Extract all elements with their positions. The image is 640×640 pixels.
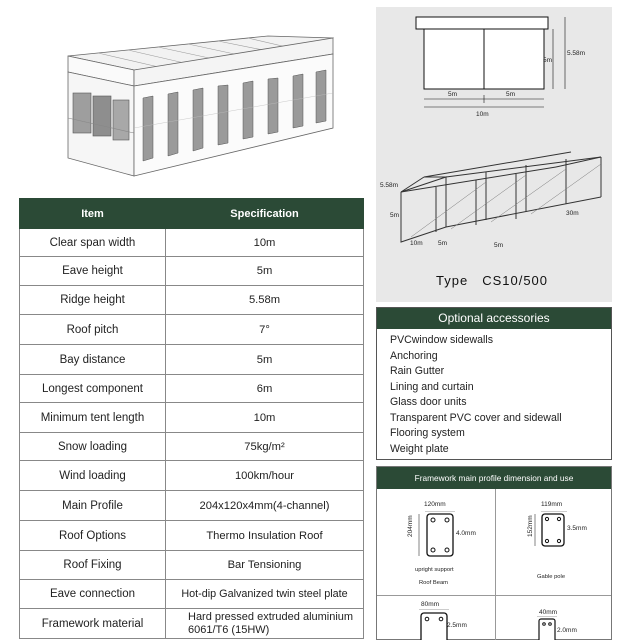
dim-bay-right: 5m [506, 91, 516, 98]
table-row [20, 345, 364, 375]
profile-4-thickness: 2.0mm [557, 627, 577, 634]
profile-1-use: upright support [415, 567, 454, 573]
row-value: Bar Tensioning [166, 551, 364, 580]
list-item: Transparent PVC cover and sidewall [390, 411, 562, 424]
list-item: Flooring system [390, 427, 465, 439]
row-value: 6m [166, 375, 364, 403]
row-value: 204x120x4mm(4-channel) [166, 491, 364, 521]
iso-eave: 5m [390, 212, 400, 219]
table-row [20, 551, 364, 580]
list-item: Glass door units [390, 396, 467, 408]
table-row [20, 580, 364, 609]
row-item: Roof pitch [20, 315, 166, 345]
table-row [20, 403, 364, 433]
dim-bay-left: 5m [448, 91, 458, 98]
row-value: 10m [166, 229, 364, 257]
profile-2-thickness: 3.5mm [567, 525, 587, 532]
row-value: 5m [166, 345, 364, 375]
frame-drawing [376, 7, 612, 267]
profile-1-height: 204mm [407, 515, 414, 537]
frame-drawing-panel [376, 7, 612, 302]
profile-2-height: 152mm [527, 515, 534, 537]
list-item: PVCwindow sidewalls [390, 334, 494, 346]
profile-2-width: 119mm [541, 501, 563, 508]
table-row [20, 229, 364, 257]
profile-3-thickness: 2.5mm [447, 622, 467, 629]
iso-w1: 5m [438, 240, 448, 247]
row-value: 7° [166, 315, 364, 345]
row-value: 75kg/m² [166, 433, 364, 461]
table-row [20, 609, 364, 639]
type-label-text: Type [436, 273, 469, 288]
list-item: Rain Gutter [390, 365, 445, 377]
building-illustration [28, 8, 364, 193]
profile-dimension-box [376, 466, 612, 640]
list-item: Anchoring [390, 349, 438, 362]
row-value: 5m [166, 257, 364, 286]
row-item: Longest component [20, 375, 166, 403]
row-item: Clear span width [20, 229, 166, 257]
row-item: Eave connection [20, 580, 166, 609]
row-value: Thermo Insulation Roof [166, 521, 364, 551]
specification-table [19, 198, 364, 639]
dim-span: 10m [476, 111, 489, 118]
table-row [20, 491, 364, 521]
profile-grid [377, 489, 611, 640]
row-item: Eave height [20, 257, 166, 286]
table-header-row [20, 199, 364, 229]
profile-1-thickness: 4.0mm [456, 530, 476, 537]
list-item: Lining and curtain [390, 380, 474, 393]
row-value: 5.58m [166, 286, 364, 315]
row-item: Bay distance [20, 345, 166, 375]
row-item: Framework material [20, 609, 166, 639]
table-row [20, 375, 364, 403]
type-label [436, 273, 548, 288]
row-value: 100km/hour [166, 461, 364, 491]
profile-1-width: 120mm [424, 501, 446, 508]
profile-3-width: 80mm [421, 601, 440, 608]
column-header-item: Item [20, 199, 166, 229]
profile-title: Framework main profile dimension and use [377, 467, 611, 489]
iso-height: 5.58m [380, 182, 399, 189]
type-code: CS10/500 [482, 273, 549, 288]
row-item: Minimum tent length [20, 403, 166, 433]
iso-w2: 5m [494, 242, 504, 249]
optional-accessories-box [376, 307, 612, 460]
row-item: Roof Fixing [20, 551, 166, 580]
accessories-title: Optional accessories [377, 308, 611, 329]
profile-4-width: 40mm [539, 609, 558, 616]
iso-length: 30m [566, 210, 579, 217]
list-item: Weight plate [390, 442, 449, 455]
row-item: Roof Options [20, 521, 166, 551]
row-item: Main Profile [20, 491, 166, 521]
table-row [20, 257, 364, 286]
dim-eave: 5m [543, 57, 553, 64]
profile-1-use-2: Roof Beam [419, 580, 448, 586]
column-header-specification: Specification [166, 199, 364, 229]
row-item: Ridge height [20, 286, 166, 315]
row-value: Hot-dip Galvanized twin steel plate [166, 580, 364, 609]
table-row [20, 521, 364, 551]
dim-height-total: 5.58m [567, 50, 586, 57]
accessories-list [377, 329, 611, 457]
table-row [20, 286, 364, 315]
iso-width: 10m [410, 240, 423, 247]
row-item: Snow loading [20, 433, 166, 461]
table-row [20, 433, 364, 461]
row-value: 10m [166, 403, 364, 433]
row-value: Hard pressed extruded aluminium 6061/T6 (15HW) [166, 609, 364, 639]
table-row [20, 461, 364, 491]
row-item: Wind loading [20, 461, 166, 491]
table-row [20, 315, 364, 345]
profile-2-use: Gable pole [537, 574, 566, 580]
